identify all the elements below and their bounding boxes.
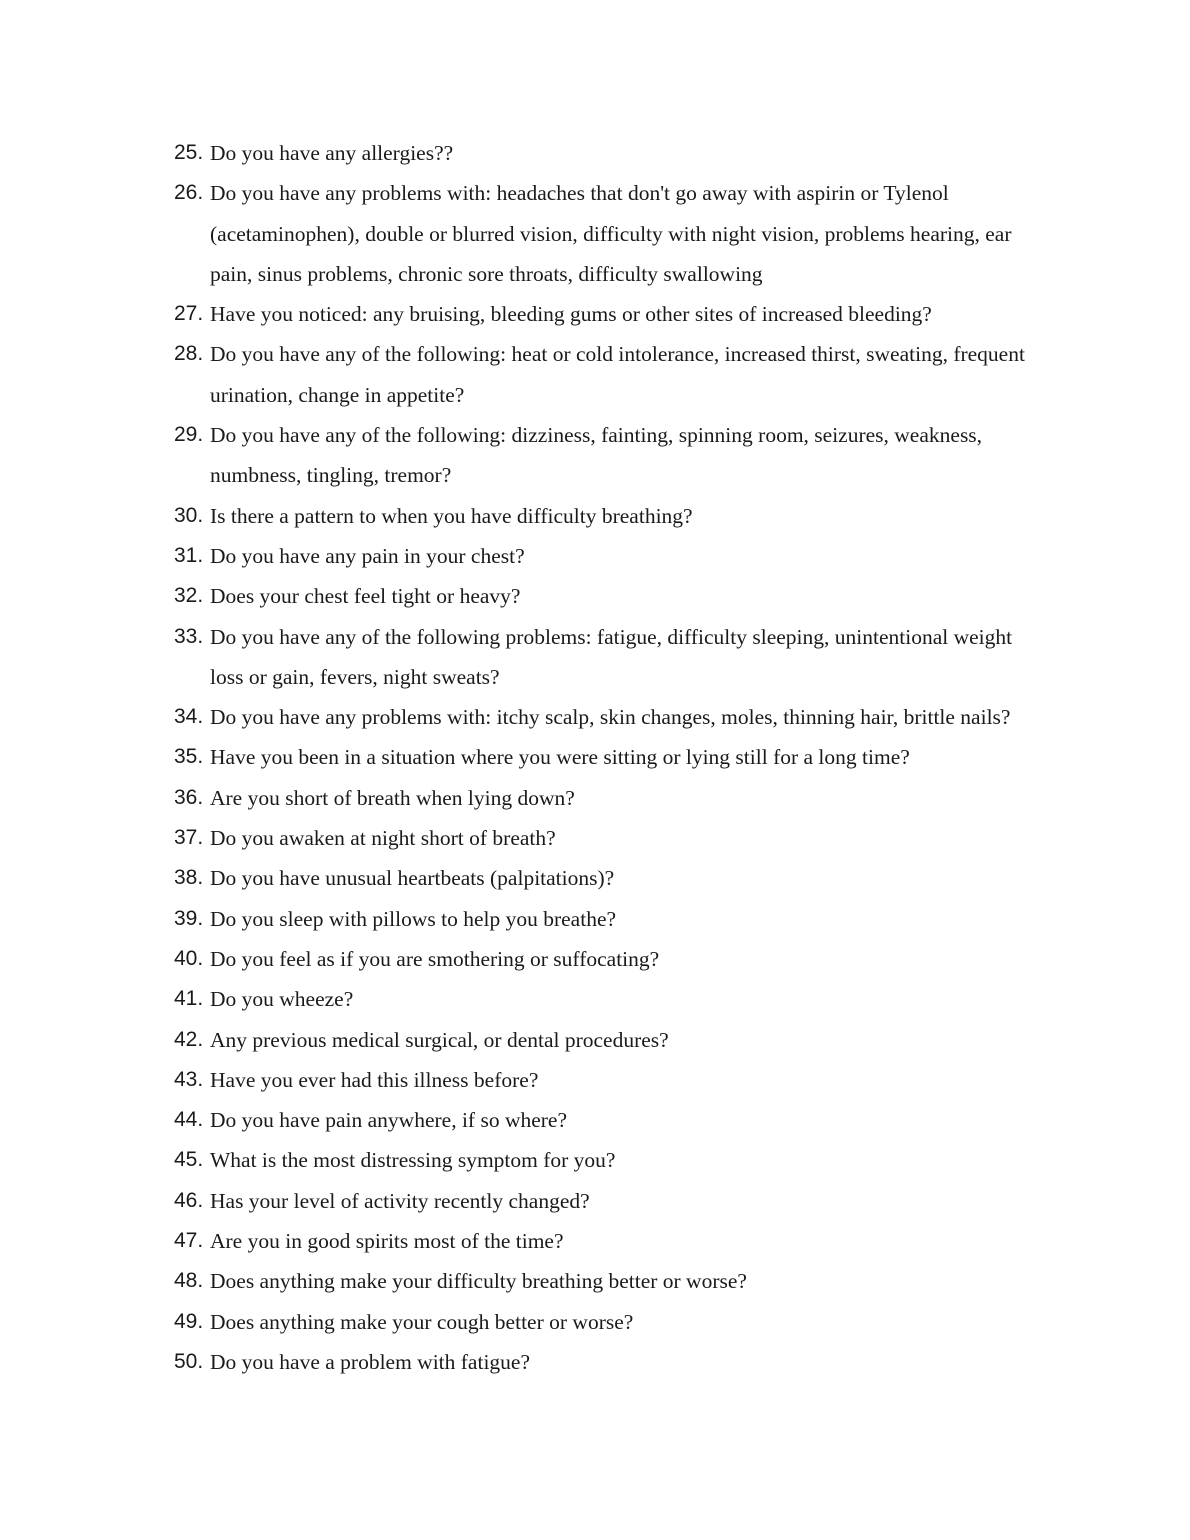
- question-number: 33.: [174, 624, 204, 648]
- question-text: Has your level of activity recently changed?: [210, 1188, 590, 1213]
- list-item: [174, 1221, 1034, 1261]
- question-number: 31.: [174, 543, 204, 567]
- list-item: [174, 818, 1034, 858]
- question-text: Does your chest feel tight or heavy?: [210, 584, 521, 609]
- list-item: [174, 1060, 1034, 1100]
- list-item: [174, 1020, 1034, 1060]
- question-text: Do you have pain anywhere, if so where?: [210, 1108, 568, 1133]
- question-number: 43.: [174, 1067, 204, 1091]
- list-item: [174, 1140, 1034, 1180]
- list-item: [174, 496, 1034, 536]
- question-text: Have you noticed: any bruising, bleeding gums or other sites of increased bleeding?: [210, 302, 932, 327]
- question-text: Do you have any problems with: headaches that don't go away with aspirin or Tylenol (acetaminophen), double or blurred vision, difficulty with night vision, problems hearing, ear pain, sinus problems, chronic sore throats, difficulty swallowing: [210, 181, 1012, 286]
- question-number: 25.: [174, 141, 204, 164]
- question-number: 26.: [174, 181, 204, 205]
- question-number: 36.: [174, 785, 204, 809]
- list-item: [174, 778, 1034, 818]
- question-text: Are you short of breath when lying down?: [210, 785, 575, 810]
- question-text: Do you have a problem with fatigue?: [210, 1349, 531, 1374]
- question-number: 45.: [174, 1148, 204, 1172]
- question-text: What is the most distressing symptom for you?: [210, 1148, 616, 1173]
- question-number: 40.: [174, 946, 204, 970]
- question-number: 39.: [174, 906, 204, 930]
- question-text: Do you have any of the following problems: fatigue, difficulty sleeping, unintentional weight loss or gain, fevers, night sweats?: [210, 624, 1013, 689]
- list-item: [174, 617, 1034, 698]
- question-list: [174, 133, 1034, 1382]
- question-text: Do you have unusual heartbeats (palpitations)?: [210, 866, 615, 891]
- list-item: [174, 1342, 1034, 1382]
- question-number: 34.: [174, 705, 204, 729]
- list-item: [174, 858, 1034, 898]
- question-number: 47.: [174, 1229, 204, 1253]
- question-number: 44.: [174, 1108, 204, 1132]
- question-number: 37.: [174, 826, 204, 850]
- question-number: 30.: [174, 503, 204, 527]
- question-text: Do you sleep with pillows to help you breathe?: [210, 906, 617, 931]
- question-number: 49.: [174, 1309, 204, 1333]
- list-item: [174, 294, 1034, 334]
- question-text: Have you been in a situation where you were sitting or lying still for a long time?: [210, 745, 910, 770]
- question-number: 42.: [174, 1027, 204, 1051]
- question-text: Are you in good spirits most of the time?: [210, 1229, 564, 1254]
- list-item: [174, 737, 1034, 777]
- question-text: Any previous medical surgical, or dental procedures?: [210, 1027, 669, 1052]
- list-item: [174, 133, 1034, 173]
- question-text: Do you have any of the following: dizziness, fainting, spinning room, seizures, weakness, numbness, tingling, tremor?: [210, 423, 983, 488]
- question-number: 50.: [174, 1349, 204, 1373]
- list-item: [174, 979, 1034, 1019]
- question-number: 32.: [174, 584, 204, 608]
- question-text: Do you wheeze?: [210, 987, 354, 1012]
- question-number: 35.: [174, 745, 204, 769]
- list-item: [174, 415, 1034, 496]
- question-text: Do you have any of the following: heat or cold intolerance, increased thirst, sweating, frequent urination, change in appetite?: [210, 342, 1025, 407]
- question-text: Do you have any allergies??: [210, 141, 454, 165]
- list-item: [174, 697, 1034, 737]
- question-text: Does anything make your cough better or worse?: [210, 1309, 634, 1334]
- question-text: Do you feel as if you are smothering or suffocating?: [210, 946, 660, 971]
- list-item: [174, 1261, 1034, 1301]
- list-item: [174, 334, 1034, 415]
- question-text: Is there a pattern to when you have difficulty breathing?: [210, 503, 693, 528]
- question-text: Does anything make your difficulty breathing better or worse?: [210, 1269, 747, 1294]
- question-number: 41.: [174, 987, 204, 1011]
- list-item: [174, 536, 1034, 576]
- question-text: Have you ever had this illness before?: [210, 1067, 539, 1092]
- list-item: [174, 1302, 1034, 1342]
- question-number: 46.: [174, 1188, 204, 1212]
- question-text: Do you awaken at night short of breath?: [210, 826, 556, 851]
- question-text: Do you have any problems with: itchy scalp, skin changes, moles, thinning hair, brittle nails?: [210, 705, 1011, 730]
- question-number: 27.: [174, 302, 204, 326]
- list-item: [174, 939, 1034, 979]
- question-number: 38.: [174, 866, 204, 890]
- question-text: Do you have any pain in your chest?: [210, 543, 525, 568]
- question-number: 48.: [174, 1269, 204, 1293]
- question-number: 28.: [174, 342, 204, 366]
- list-item: [174, 1100, 1034, 1140]
- question-number: 29.: [174, 423, 204, 447]
- list-item: [174, 173, 1034, 294]
- list-item: [174, 899, 1034, 939]
- list-item: [174, 1181, 1034, 1221]
- list-item: [174, 576, 1034, 616]
